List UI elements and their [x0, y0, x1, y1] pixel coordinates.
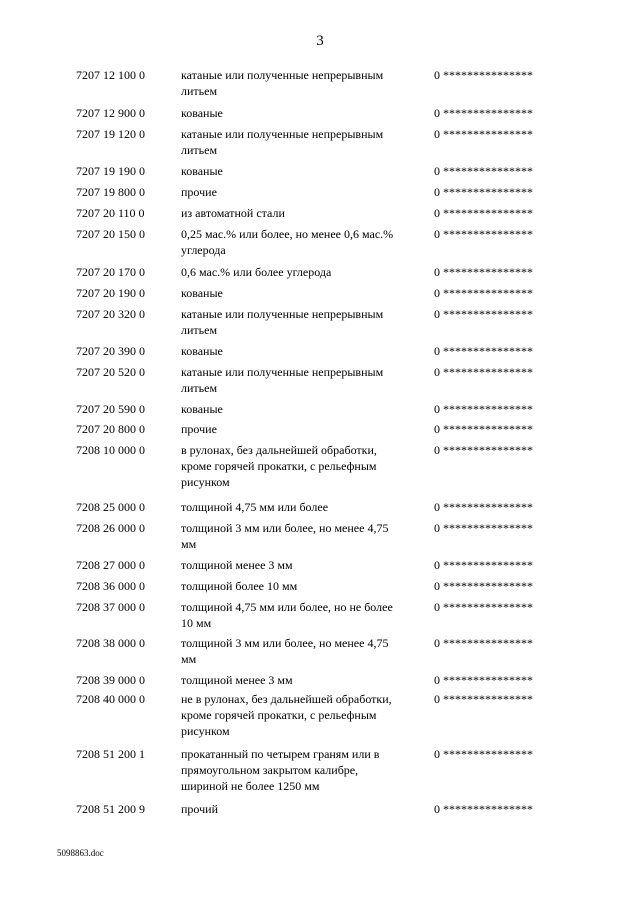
row-code: 7207 12 100 0: [76, 68, 145, 82]
row-description: прочий: [181, 802, 218, 816]
row-rate: 0 ***************: [434, 185, 533, 199]
row-code: 7208 40 000 0: [76, 692, 145, 706]
row-rate: 0 ***************: [434, 344, 533, 358]
row-rate: 0 ***************: [434, 365, 533, 379]
row-rate: 0 ***************: [434, 521, 533, 535]
row-description: толщиной более 10 мм: [181, 579, 298, 593]
table-row: [0, 401, 640, 421]
row-rate: 0 ***************: [434, 68, 533, 82]
row-description: кованые: [181, 402, 223, 416]
row-code: 7207 19 190 0: [76, 164, 145, 178]
row-description: катаные или полученные непрерывным литьем: [181, 68, 384, 98]
row-code: 7208 27 000 0: [76, 558, 145, 572]
table-row: [0, 163, 640, 184]
row-description: катаные или полученные непрерывным литьем: [181, 127, 384, 157]
table-row: [0, 67, 640, 105]
row-code: 7208 51 200 1: [76, 747, 145, 761]
row-description: прочие: [181, 422, 217, 436]
row-code: 7207 20 170 0: [76, 265, 145, 279]
row-rate: 0 ***************: [434, 579, 533, 593]
row-code: 7208 25 000 0: [76, 500, 145, 514]
row-description: не в рулонах, без дальнейшей обработки, кроме горячей прокатки, с рельефным рисунком: [181, 692, 392, 738]
table-row: [0, 421, 640, 442]
row-description: толщиной 3 мм или более, но менее 4,75 мм: [181, 521, 389, 551]
row-code: 7208 39 000 0: [76, 673, 145, 687]
row-description: катаные или полученные непрерывным литьем: [181, 365, 384, 395]
table-row: [0, 306, 640, 343]
row-description: толщиной менее 3 мм: [181, 558, 293, 572]
tariff-table: [0, 67, 640, 821]
row-rate: 0 ***************: [434, 692, 533, 706]
table-row: [0, 264, 640, 285]
row-rate: 0 ***************: [434, 636, 533, 650]
row-code: 7208 10 000 0: [76, 443, 145, 457]
table-row: [0, 635, 640, 672]
table-row: [0, 746, 640, 801]
row-code: 7207 12 900 0: [76, 106, 145, 120]
table-row: [0, 226, 640, 264]
row-rate: 0 ***************: [434, 802, 533, 816]
table-row: [0, 364, 640, 401]
table-row: [0, 557, 640, 578]
row-description: из автоматной стали: [181, 206, 285, 220]
table-row: [0, 691, 640, 746]
row-rate: 0 ***************: [434, 673, 533, 687]
table-row: [0, 672, 640, 691]
row-code: 7207 20 320 0: [76, 307, 145, 321]
row-code: 7208 26 000 0: [76, 521, 145, 535]
row-rate: 0 ***************: [434, 227, 533, 241]
table-row: [0, 801, 640, 821]
row-code: 7207 20 110 0: [76, 206, 145, 220]
row-code: 7207 19 800 0: [76, 185, 145, 199]
row-code: 7208 36 000 0: [76, 579, 145, 593]
row-code: 7207 20 800 0: [76, 422, 145, 436]
row-rate: 0 ***************: [434, 422, 533, 436]
row-description: толщиной 4,75 мм или более, но не более 10 мм: [181, 600, 393, 630]
row-code: 7207 20 520 0: [76, 365, 145, 379]
row-rate: 0 ***************: [434, 127, 533, 141]
row-description: 0,25 мас.% или более, но менее 0,6 мас.% углерода: [181, 227, 394, 257]
table-row: [0, 599, 640, 635]
table-row: [0, 520, 640, 557]
row-code: 7208 51 200 9: [76, 802, 145, 816]
row-rate: 0 ***************: [434, 265, 533, 279]
row-description: кованые: [181, 286, 223, 300]
row-code: 7207 20 150 0: [76, 227, 145, 241]
row-description: толщиной 4,75 мм или более: [181, 500, 329, 514]
row-code: 7207 19 120 0: [76, 127, 145, 141]
row-rate: 0 ***************: [434, 402, 533, 416]
document-filename: 5098863.doc: [57, 848, 104, 858]
table-row: [0, 578, 640, 599]
row-description: толщиной менее 3 мм: [181, 673, 293, 687]
row-description: катаные или полученные непрерывным литьем: [181, 307, 384, 337]
row-description: 0,6 мас.% или более углерода: [181, 265, 332, 279]
table-row: [0, 499, 640, 520]
row-description: кованые: [181, 344, 223, 358]
row-description: в рулонах, без дальнейшей обработки, кроме горячей прокатки, с рельефным рисунком: [181, 443, 377, 489]
row-code: 7207 20 390 0: [76, 344, 145, 358]
row-description: прочие: [181, 185, 217, 199]
row-rate: 0 ***************: [434, 443, 533, 457]
row-description: прокатанный по четырем граням или в прямоугольном закрытом калибре, шириной не более 1250 мм: [181, 747, 380, 793]
row-rate: 0 ***************: [434, 747, 533, 761]
row-rate: 0 ***************: [434, 307, 533, 321]
table-row: [0, 126, 640, 163]
row-code: 7207 20 190 0: [76, 286, 145, 300]
row-code: 7208 38 000 0: [76, 636, 145, 650]
row-code: 7208 37 000 0: [76, 600, 145, 614]
table-row: [0, 285, 640, 306]
row-description: кованые: [181, 106, 223, 120]
row-description: толщиной 3 мм или более, но менее 4,75 мм: [181, 636, 389, 666]
row-rate: 0 ***************: [434, 500, 533, 514]
row-rate: 0 ***************: [434, 206, 533, 220]
table-row: [0, 442, 640, 499]
page-number: 3: [316, 33, 324, 49]
row-description: кованые: [181, 164, 223, 178]
row-rate: 0 ***************: [434, 600, 533, 614]
row-rate: 0 ***************: [434, 164, 533, 178]
table-row: [0, 184, 640, 205]
table-row: [0, 343, 640, 364]
row-rate: 0 ***************: [434, 558, 533, 572]
table-row: [0, 105, 640, 126]
row-rate: 0 ***************: [434, 106, 533, 120]
table-row: [0, 205, 640, 226]
row-rate: 0 ***************: [434, 286, 533, 300]
row-code: 7207 20 590 0: [76, 402, 145, 416]
